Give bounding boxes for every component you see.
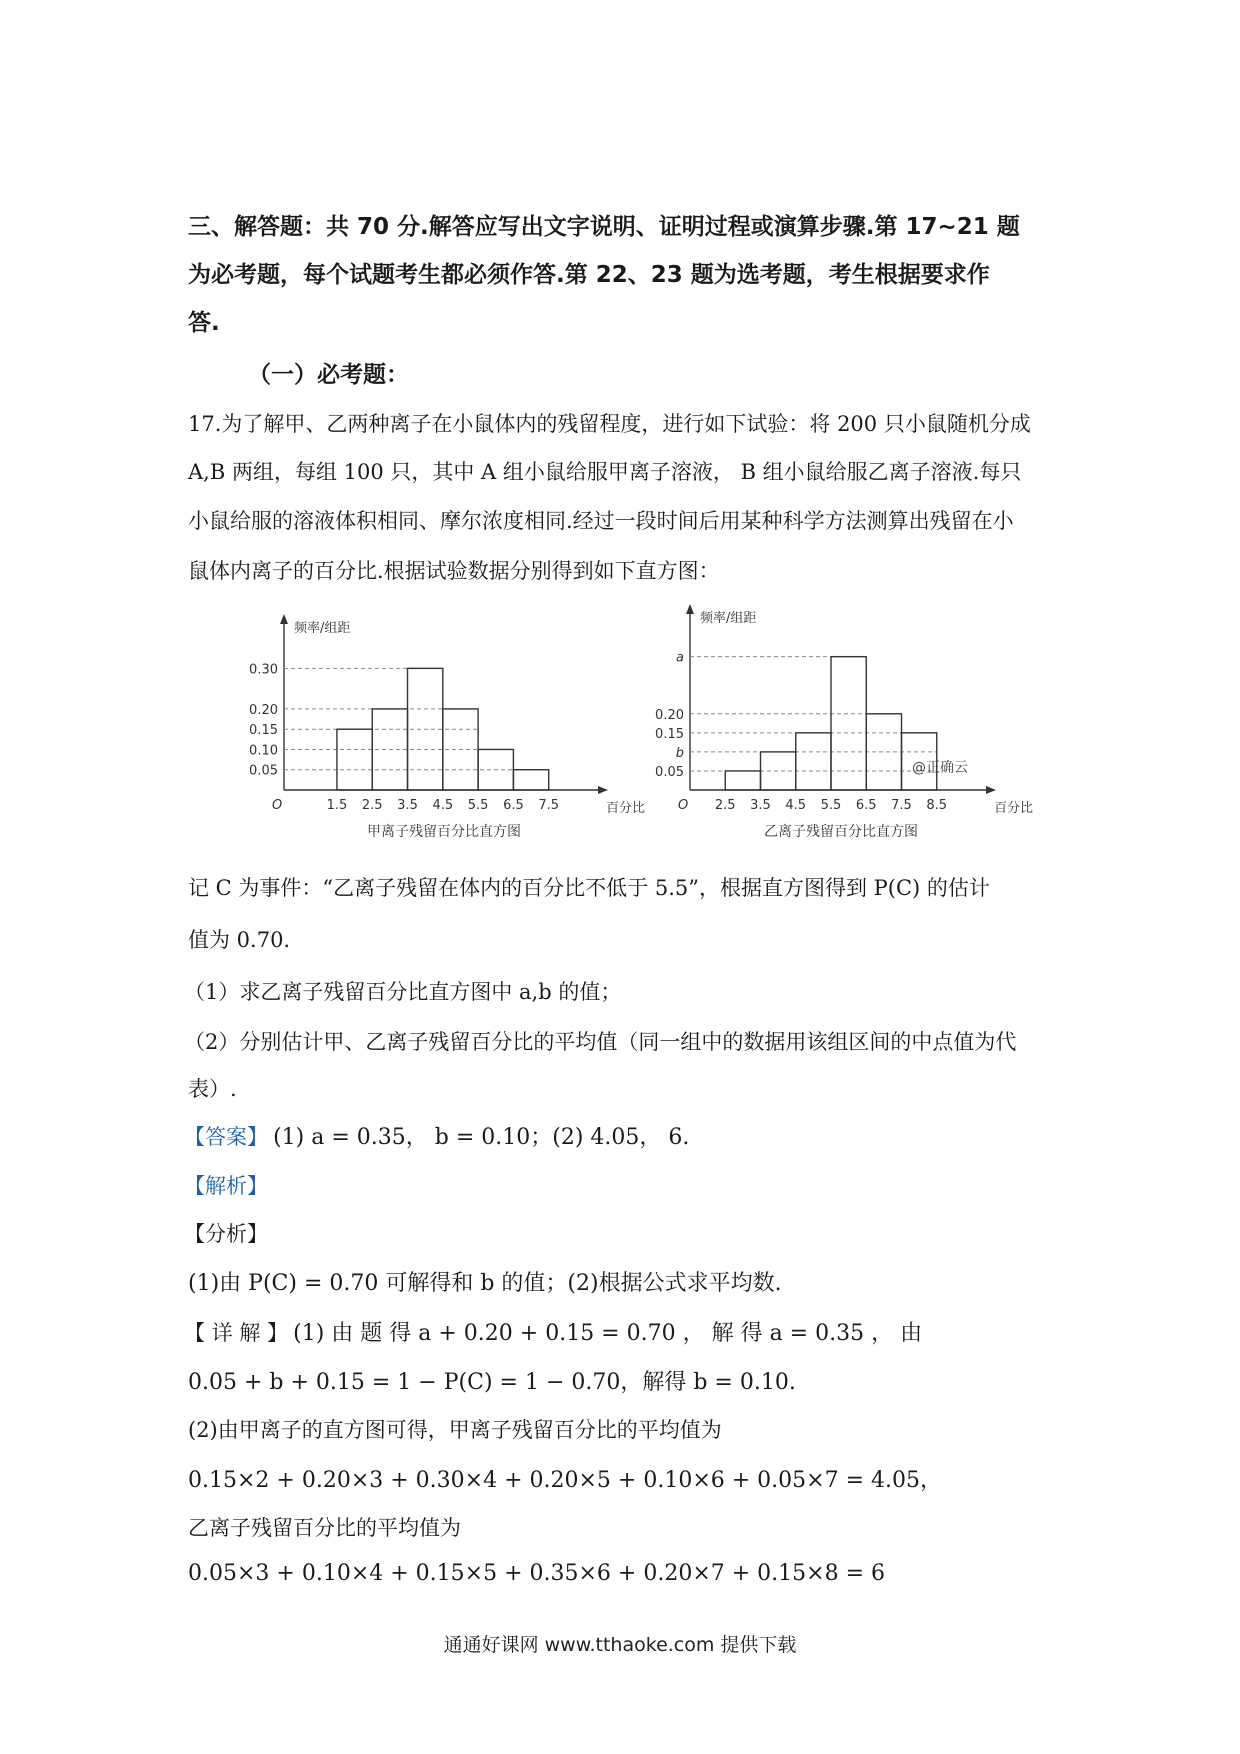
y-axis-label: 频率/组距: [700, 611, 757, 626]
y-axis-arrow: [280, 614, 288, 624]
answer-text: (1) a = 0.35， b = 0.10；(2) 4.05， 6.: [273, 1125, 690, 1150]
fenxi-tag: 【分析】: [184, 1222, 268, 1246]
detail-tag: 【 详 解 】: [184, 1321, 289, 1345]
x-tick-label: 7.5: [891, 798, 912, 813]
question-2-line2: 表）.: [188, 1077, 237, 1101]
subsection-heading: （一）必考题：: [248, 362, 409, 388]
x-axis-label: 百分比: [606, 801, 646, 816]
x-tick-label: 7.5: [538, 798, 560, 813]
answer-tag: 【答案】: [184, 1125, 268, 1149]
event-line1: 记 C 为事件：“乙离子残留在体内的百分比不低于 5.5”，根据直方图得到 P(C) 的估计: [188, 876, 990, 900]
section-heading-line3: 答.: [188, 310, 220, 336]
footer-source: 通通好课网 www.tthaoke.com 提供下载: [443, 1634, 797, 1656]
x-axis-arrow: [986, 786, 996, 794]
origin-label: O: [678, 798, 689, 813]
problem-line2: A,B 两组，每组 100 只，其中 A 组小鼠给服甲离子溶液， B 组小鼠给服乙离子溶液.每只: [188, 460, 1022, 484]
problem-line1: 17.为了解甲、乙两种离子在小鼠体内的残留程度，进行如下试验：将 200 只小鼠随机分成: [188, 412, 1031, 436]
y-tick-label: 0.10: [249, 743, 278, 759]
x-tick-label: 3.5: [750, 798, 771, 813]
y-tick-label: 0.30: [249, 662, 278, 678]
y-tick-label: 0.05: [655, 764, 684, 780]
analysis-tag: 【解析】: [184, 1174, 268, 1198]
event-line2: 值为 0.70.: [188, 928, 291, 952]
detail-line5: 乙离子残留百分比的平均值为: [188, 1516, 461, 1540]
detail-line4: 0.15×2 + 0.20×3 + 0.30×4 + 0.20×5 + 0.10×6 + 0.05×7 = 4.05，: [188, 1468, 942, 1493]
y-axis-arrow: [686, 604, 694, 614]
histogram-bar: [831, 657, 866, 790]
histogram-yi: [650, 596, 1050, 840]
chart-title: 乙离子残留百分比直方图: [764, 824, 918, 840]
histogram-bar: [513, 770, 548, 790]
x-tick-label: 5.5: [467, 798, 489, 813]
detail-line1: (1) 由 题 得 a + 0.20 + 0.15 = 0.70 ， 解 得 a = 0.35 ， 由: [293, 1321, 923, 1346]
y-tick-label: 0.20: [249, 702, 278, 718]
histogram-jia: [240, 600, 650, 840]
problem-line3: 小鼠给服的溶液体积相同、摩尔浓度相同.经过一段时间后用某种科学方法测算出残留在小: [188, 509, 1014, 533]
y-axis-label: 频率/组距: [294, 621, 351, 636]
histogram-bar: [725, 771, 760, 790]
question-2-line1: （2）分别估计甲、乙离子残留百分比的平均值（同一组中的数据用该组区间的中点值为代: [184, 1030, 1017, 1054]
chart-title: 甲离子残留百分比直方图: [367, 824, 521, 840]
y-tick-label: 0.20: [655, 707, 684, 723]
x-tick-label: 3.5: [397, 798, 418, 813]
x-tick-label: 6.5: [503, 798, 524, 813]
section-heading-line1: 三、解答题：共 70 分.解答应写出文字说明、证明过程或演算步骤.第 17~21 题: [188, 214, 1020, 240]
histogram-bar: [337, 729, 372, 790]
x-tick-label: 4.5: [785, 798, 807, 813]
origin-label: O: [272, 798, 283, 813]
fenxi-text: (1)由 P(C) = 0.70 可解得和 b 的值；(2)根据公式求平均数.: [188, 1271, 782, 1296]
x-tick-label: 2.5: [714, 798, 736, 813]
detail-row1: [184, 1316, 922, 1347]
histogram-bar: [796, 733, 831, 790]
detail-line2: 0.05 + b + 0.15 = 1 − P(C) = 1 − 0.70，解得 b = 0.10.: [188, 1370, 796, 1395]
x-axis-label: 百分比: [994, 801, 1034, 816]
y-tick-label: 0.15: [249, 723, 278, 739]
y-tick-label: 0.05: [249, 763, 278, 779]
problem-line4: 鼠体内离子的百分比.根据试验数据分别得到如下直方图：: [188, 559, 720, 583]
y-tick-label: 0.15: [655, 726, 684, 742]
y-tick-label: a: [676, 650, 684, 666]
watermark-text: @正确云: [912, 760, 968, 776]
detail-line3: (2)由甲离子的直方图可得，甲离子残留百分比的平均值为: [188, 1418, 722, 1442]
x-tick-label: 8.5: [926, 798, 948, 813]
x-tick-label: 2.5: [361, 798, 383, 813]
section-heading-line2: 为必考题，每个试题考生都必须作答.第 22、23 题为选考题，考生根据要求作: [188, 262, 990, 288]
x-tick-label: 6.5: [855, 798, 877, 813]
detail-line6: 0.05×3 + 0.10×4 + 0.15×5 + 0.35×6 + 0.20×7 + 0.15×8 = 6: [188, 1561, 886, 1586]
x-tick-label: 5.5: [820, 798, 842, 813]
x-tick-label: 4.5: [432, 798, 454, 813]
x-tick-label: 1.5: [326, 798, 348, 813]
question-1: （1）求乙离子残留百分比直方图中 a,b 的值；: [184, 980, 622, 1004]
y-tick-label: b: [675, 745, 684, 761]
x-axis-arrow: [598, 786, 608, 794]
answer-row: [184, 1120, 689, 1151]
